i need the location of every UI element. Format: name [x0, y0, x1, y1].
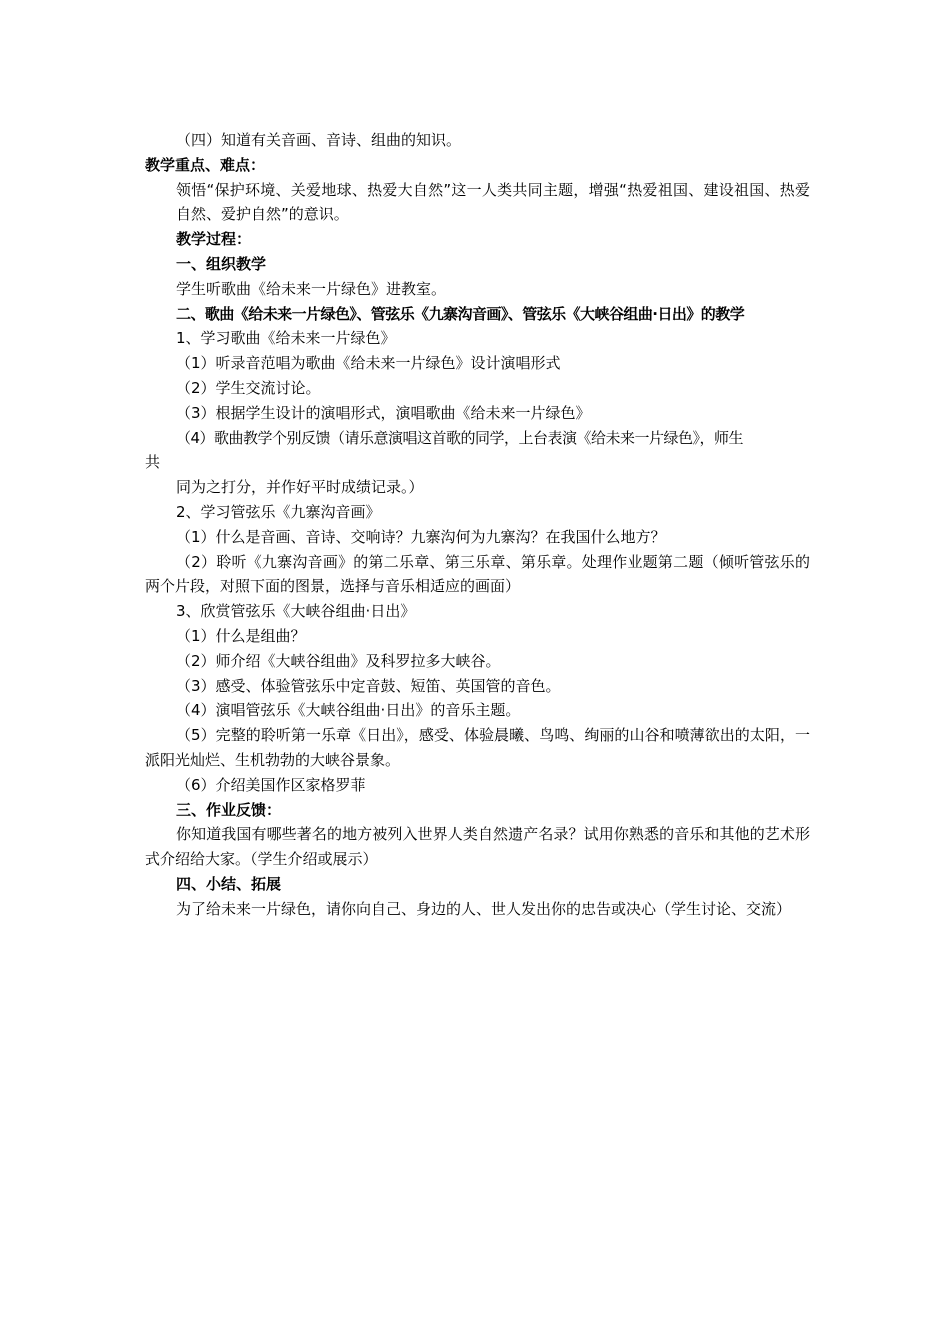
step-2-1-4-overflow: 共 — [145, 453, 161, 472]
lesson-plan-body — [145, 128, 810, 922]
step-2-3-4: （4）演唱管弦乐《大峡谷组曲·日出》的音乐主题。 — [176, 701, 521, 720]
section-3-heading: 三、作业反馈： — [176, 800, 282, 819]
section-2-heading: 二、歌曲《给未来一片绿色》、管弦乐《九寨沟音画》、管弦乐《大峡谷组曲·日出》的教学 — [176, 304, 745, 323]
objective-4: （四）知道有关音画、音诗、组曲的知识。 — [176, 131, 462, 149]
key-points-text: 领悟“保护环境、关爱地球、热爱大自然”这一人类共同主题，增强“热爱祖国、建设祖国、热爱自然、爱护自然”的意识。 — [176, 180, 810, 224]
section-1-text: 学生听歌曲《给未来一片绿色》进教室。 — [176, 279, 447, 298]
step-2-3-5: （5）完整的聆听第一乐章《日出》，感受、体验晨曦、鸟鸣、绚丽的山谷和喷薄欲出的太阳，一派阳光灿烂、生机勃勃的大峡谷景象。 — [145, 726, 810, 769]
step-2-3-6: （6）介绍美国作区家格罗菲 — [176, 775, 366, 794]
step-2-1-4-continued: 同为之打分，并作好平时成绩记录。） — [176, 478, 424, 497]
key-points-heading: 教学重点、难点： — [145, 155, 266, 174]
step-2-2-2: （2）聆听《九寨沟音画》的第二乐章、第三乐章、第乐章。处理作业题第二题（倾听管弦乐的两个片段，对照下面的图景，选择与音乐相适应的画面） — [145, 552, 810, 596]
step-2-1-3: （3）根据学生设计的演唱形式，演唱歌曲《给未来一片绿色》 — [176, 403, 591, 422]
step-2-3-2: （2）师介绍《大峡谷组曲》及科罗拉多大峡谷。 — [176, 651, 501, 670]
section-4-heading: 四、小结、拓展 — [176, 874, 282, 893]
step-2-1-4: （4）歌曲教学个别反馈（请乐意演唱这首歌的同学，上台表演《给未来一片绿色》，师生 — [176, 428, 744, 447]
step-2-3-1: （1）什么是组曲？ — [176, 626, 306, 645]
step-2-3-3: （3）感受、体验管弦乐中定音鼓、短笛、英国管的音色。 — [176, 676, 561, 695]
subsection-2-3: 3、欣赏管弦乐《大峡谷组曲·日出》 — [176, 602, 416, 621]
subsection-2-1: 1、学习歌曲《给未来一片绿色》 — [176, 329, 396, 348]
section-4-text: 为了给未来一片绿色，请你向自己、身边的人、世人发出你的忠告或决心（学生讨论、交流） — [176, 899, 792, 918]
subsection-2-2: 2、学习管弦乐《九寨沟音画》 — [176, 502, 381, 521]
step-2-1-1: （1）听录音范唱为歌曲《给未来一片绿色》设计演唱形式 — [176, 354, 561, 373]
step-2-1-2: （2）学生交流讨论。 — [176, 378, 321, 397]
section-3-text: 你知道我国有哪些著名的地方被列入世界人类自然遗产名录？试用你熟悉的音乐和其他的艺术形式介绍给大家。（学生介绍或展示） — [145, 825, 810, 869]
process-heading: 教学过程： — [176, 230, 252, 249]
section-1-heading: 一、组织教学 — [176, 254, 267, 273]
step-2-2-1: （1）什么是音画、音诗、交响诗？九寨沟何为九寨沟？在我国什么地方？ — [176, 527, 666, 546]
